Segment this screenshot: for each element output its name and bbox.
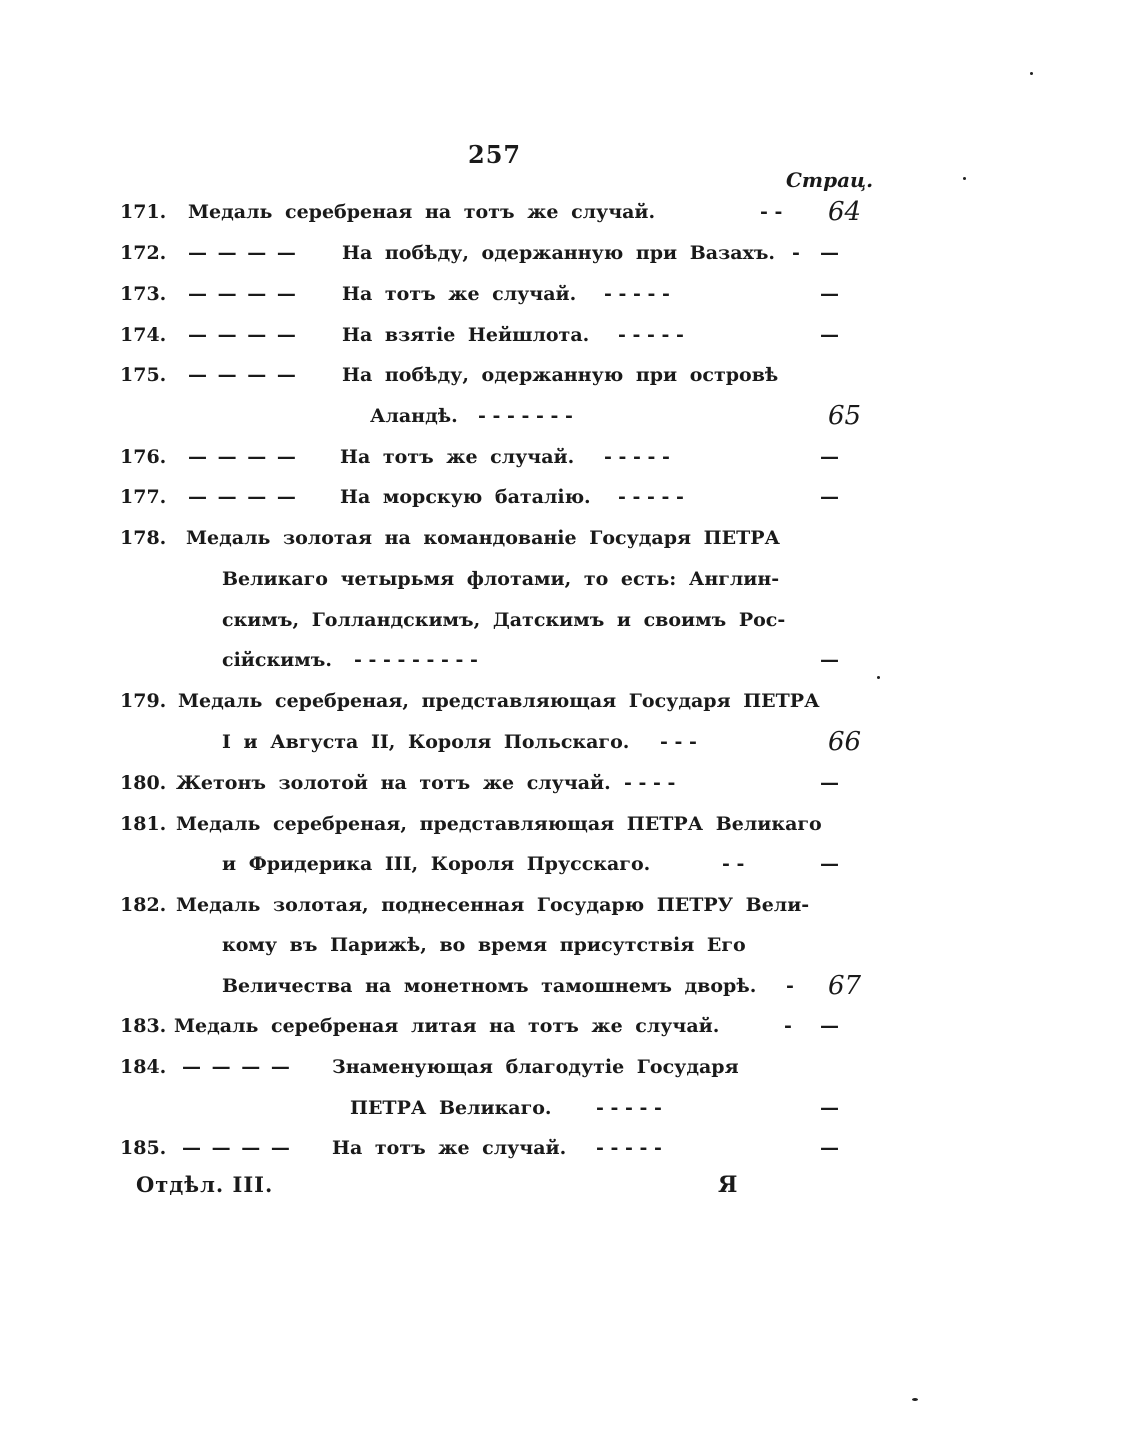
entry-number: 182. bbox=[120, 894, 167, 916]
footer-signature: Отдѣл. III. bbox=[136, 1172, 274, 1197]
toc-entry bbox=[0, 274, 1140, 314]
toc-entry bbox=[0, 681, 1140, 721]
toc-entry bbox=[0, 192, 1140, 232]
entry-page-ditto: — bbox=[820, 283, 839, 305]
entry-number: 183. bbox=[120, 1015, 167, 1037]
entry-title: и Фридерика III, Короля Прусскаго. bbox=[222, 853, 651, 875]
entry-title: На морскую баталію. bbox=[340, 486, 591, 508]
entry-title: Медаль серебреная, представляющая Государя ПЕТРА bbox=[178, 690, 820, 712]
toc-entry bbox=[0, 640, 1140, 680]
ditto-dash: — — — — bbox=[182, 1137, 292, 1159]
entry-title: На тотъ же случай. bbox=[342, 283, 577, 305]
ditto-dash: — — — — bbox=[188, 242, 298, 264]
entry-page-ditto: — bbox=[820, 853, 839, 875]
toc-entry bbox=[0, 722, 1140, 762]
dot-leader: - - bbox=[760, 201, 783, 223]
entry-page: 67 bbox=[828, 971, 862, 1001]
entry-page-ditto: — bbox=[820, 772, 839, 794]
toc-entry bbox=[0, 315, 1140, 355]
scan-speck bbox=[1030, 72, 1033, 75]
entry-number: 184. bbox=[120, 1056, 167, 1078]
dot-leader: - - - - - bbox=[604, 283, 670, 305]
entry-number: 181. bbox=[120, 813, 167, 835]
ditto-dash: — — — — bbox=[188, 486, 298, 508]
dot-leader: - - - - - bbox=[596, 1097, 662, 1119]
entry-title: Медаль золотая, поднесенная Государю ПЕТРУ Вели- bbox=[176, 894, 810, 916]
dot-leader: - - - - bbox=[624, 772, 676, 794]
entry-title: На тотъ же случай. bbox=[332, 1137, 567, 1159]
entry-title: кому въ Парижѣ, во время присутствія Его bbox=[222, 934, 746, 956]
toc-entry bbox=[0, 804, 1140, 844]
toc-entry bbox=[0, 1088, 1140, 1128]
entry-title: сійскимъ. bbox=[222, 649, 332, 671]
toc-entry bbox=[0, 763, 1140, 803]
entry-page: 64 bbox=[828, 197, 862, 227]
entry-number: 173. bbox=[120, 283, 167, 305]
entry-number: 175. bbox=[120, 364, 167, 386]
entry-page-ditto: — bbox=[820, 446, 839, 468]
entry-number: 176. bbox=[120, 446, 167, 468]
toc-entry bbox=[0, 396, 1140, 436]
toc-entry bbox=[0, 233, 1140, 273]
entry-title: скимъ, Голландскимъ, Датскимъ и своимъ Рос- bbox=[222, 609, 786, 631]
page-column-header: Страц. bbox=[786, 168, 874, 192]
entry-page-ditto: — bbox=[820, 1097, 839, 1119]
entry-title: На побѣду, одержанную при Вазахъ. bbox=[342, 242, 776, 264]
dot-leader: - bbox=[784, 1015, 792, 1037]
ditto-dash: — — — — bbox=[188, 283, 298, 305]
ditto-dash: — — — — bbox=[182, 1056, 292, 1078]
entry-title: ПЕТРА Великаго. bbox=[350, 1097, 552, 1119]
entry-title: Медаль серебреная, представляющая ПЕТРА Великаго bbox=[176, 813, 822, 835]
entry-title: Жетонъ золотой на тотъ же случай. bbox=[176, 772, 611, 794]
entry-page-ditto: — bbox=[820, 324, 839, 346]
dot-leader: - - - bbox=[660, 731, 697, 753]
toc-entry bbox=[0, 518, 1140, 558]
toc-entry bbox=[0, 885, 1140, 925]
entry-title: Медаль серебреная на тотъ же случай. bbox=[188, 201, 656, 223]
toc-entry bbox=[0, 477, 1140, 517]
scan-speck bbox=[877, 676, 880, 679]
entry-page: 66 bbox=[828, 727, 862, 757]
toc-entry bbox=[0, 966, 1140, 1006]
dot-leader: - - - - - bbox=[618, 486, 684, 508]
entry-number: 179. bbox=[120, 690, 167, 712]
entry-number: 172. bbox=[120, 242, 167, 264]
entry-number: 180. bbox=[120, 772, 167, 794]
entry-title: Аландѣ. bbox=[370, 405, 458, 427]
dot-leader: - - bbox=[722, 853, 745, 875]
toc-entry bbox=[0, 559, 1140, 599]
entry-number: 171. bbox=[120, 201, 167, 223]
entry-page-ditto: — bbox=[820, 649, 839, 671]
dot-leader: - bbox=[792, 242, 800, 264]
entry-title: Знаменующая благодутіе Государя bbox=[332, 1056, 739, 1078]
toc-entry bbox=[0, 1128, 1140, 1168]
toc-entry bbox=[0, 925, 1140, 965]
dot-leader: - - - - - bbox=[618, 324, 684, 346]
dot-leader: - bbox=[786, 975, 794, 997]
entry-title: I и Августа II, Короля Польскаго. bbox=[222, 731, 630, 753]
entry-title: Величества на монетномъ тамошнемъ дворѣ. bbox=[222, 975, 757, 997]
ditto-dash: — — — — bbox=[188, 324, 298, 346]
toc-entry bbox=[0, 600, 1140, 640]
toc-entry bbox=[0, 437, 1140, 477]
entry-page-ditto: — bbox=[820, 486, 839, 508]
toc-entry bbox=[0, 1006, 1140, 1046]
dot-leader: - - - - - - - bbox=[478, 405, 573, 427]
entry-page: 65 bbox=[828, 401, 862, 431]
toc-entry bbox=[0, 355, 1140, 395]
entry-number: 174. bbox=[120, 324, 167, 346]
dot-leader: - - - - - - - - - bbox=[354, 649, 478, 671]
scan-speck bbox=[963, 177, 966, 180]
footer-signature-mark: Я bbox=[718, 1172, 738, 1198]
ditto-dash: — — — — bbox=[188, 446, 298, 468]
entry-title: На тотъ же случай. bbox=[340, 446, 575, 468]
entry-title: На взятіе Нейшлота. bbox=[342, 324, 590, 346]
entry-number: 185. bbox=[120, 1137, 167, 1159]
entry-page-ditto: — bbox=[820, 1137, 839, 1159]
toc-entry bbox=[0, 1047, 1140, 1087]
entry-page-ditto: — bbox=[820, 242, 839, 264]
entry-title: Медаль серебреная литая на тотъ же случай. bbox=[174, 1015, 720, 1037]
entry-number: 178. bbox=[120, 527, 167, 549]
entry-page-ditto: — bbox=[820, 1015, 839, 1037]
page-number: 257 bbox=[468, 140, 522, 169]
entry-number: 177. bbox=[120, 486, 167, 508]
dot-leader: - - - - - bbox=[604, 446, 670, 468]
ditto-dash: — — — — bbox=[188, 364, 298, 386]
toc-entry bbox=[0, 844, 1140, 884]
scan-speck bbox=[912, 1398, 918, 1401]
dot-leader: - - - - - bbox=[596, 1137, 662, 1159]
entry-title: Великаго четырьмя флотами, то есть: Англин- bbox=[222, 568, 780, 590]
entry-title: На побѣду, одержанную при островѣ bbox=[342, 364, 779, 386]
entry-title: Медаль золотая на командованіе Государя ПЕТРА bbox=[186, 527, 780, 549]
